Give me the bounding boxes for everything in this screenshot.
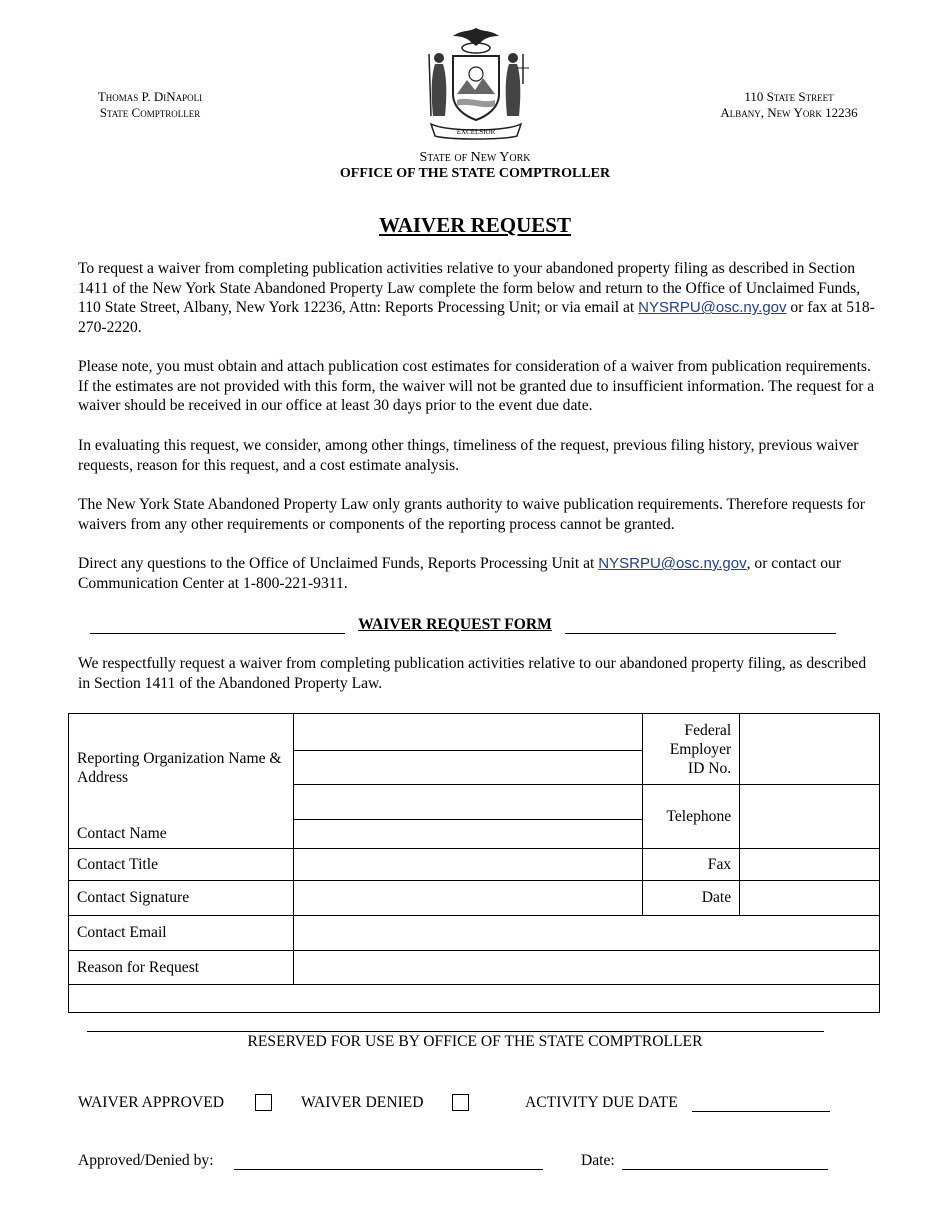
org-address-field-1[interactable]	[293, 751, 642, 785]
fein-label: Federal Employer ID No.	[643, 714, 740, 785]
fein-field[interactable]	[740, 714, 880, 785]
waiver-denied-label: WAIVER DENIED	[301, 1094, 424, 1111]
contact-text: Direct any questions to the Office of Unclaimed Funds, Reports Processing Unit at	[78, 555, 599, 572]
form-intro: We respectfully request a waiver from completing publication activities relative to our abandoned property filing, as described in Section 1411 of the Abandoned Property Law.	[78, 655, 867, 692]
waiver-approved-checkbox[interactable]	[255, 1094, 272, 1111]
telephone-label: Telephone	[643, 785, 740, 849]
fax-text: or fax at 518-270-2220.	[78, 299, 875, 336]
email-link[interactable]: NYSRPU@osc.ny.gov	[638, 299, 787, 317]
date-field[interactable]	[740, 881, 880, 916]
contact-name-label: Contact Name	[69, 820, 294, 849]
reason-label: Reason for Request	[69, 951, 294, 985]
comptroller-name: Thomas P. DiNapoli	[97, 89, 203, 104]
signature-field[interactable]	[293, 881, 642, 916]
office-address-block	[700, 89, 878, 121]
signature-label: Contact Signature	[69, 881, 294, 916]
reason-field-continued[interactable]	[69, 985, 880, 1013]
fax-label: Fax	[643, 849, 740, 881]
contact-paragraph	[78, 554, 878, 593]
contact-email-link[interactable]: NYSRPU@osc.ny.gov	[598, 555, 747, 572]
org-address-field-2[interactable]	[293, 785, 642, 820]
contact-email-field[interactable]	[293, 916, 879, 951]
fax-field[interactable]	[740, 849, 880, 881]
telephone-field[interactable]	[740, 785, 880, 849]
reason-field[interactable]	[293, 951, 879, 985]
waiver-approved-label: WAIVER APPROVED	[78, 1094, 224, 1111]
activity-due-date-label: ACTIVITY DUE DATE	[525, 1094, 678, 1111]
evaluation-paragraph: In evaluating this request, we consider, among other things, timeliness of the request, previous filing history, previous waiver requests, reason for this request, and a cost estimate analysis.	[78, 437, 859, 474]
office-name: OFFICE OF THE STATE COMPTROLLER	[339, 166, 611, 181]
instructions-paragraph	[78, 259, 878, 337]
approved-by-label: Approved/Denied by:	[78, 1152, 214, 1169]
org-label: Reporting Organization Name & Address	[69, 714, 294, 820]
comptroller-title: State Comptroller	[99, 105, 201, 120]
seal-icon	[417, 24, 535, 140]
contact-email-label: Contact Email	[69, 916, 294, 951]
state-name: State of New York	[419, 150, 531, 165]
approved-by-field[interactable]	[234, 1168, 543, 1170]
form-heading: WAIVER REQUEST FORM	[345, 615, 565, 634]
reserved-date-label: Date:	[581, 1152, 615, 1169]
waiver-form-table	[68, 713, 880, 1013]
contact-phone-text: , or contact our Communication Center at 1-800-221-9311.	[78, 555, 842, 592]
comptroller-name-block	[80, 89, 220, 121]
activity-due-date-field[interactable]	[692, 1110, 830, 1112]
office-street: 110 State Street	[744, 89, 834, 104]
instructions-text: To request a waiver from completing publication activities relative to your abandoned property filing as described in Section 1411 of the New York State Abandoned Property Law complete the form below and return to the Office of Unclaimed Funds, 110 State Street, Albany, New York 12236, Attn: Reports Processing Unit; or via email at	[78, 260, 861, 317]
org-name-field[interactable]	[293, 714, 642, 751]
waiver-denied-checkbox[interactable]	[452, 1094, 469, 1111]
seal-motto: EXCELSIOR	[456, 128, 496, 136]
page-title: WAIVER REQUEST	[379, 213, 571, 237]
contact-title-label: Contact Title	[69, 849, 294, 881]
state-seal-logo	[417, 24, 535, 140]
office-city: Albany, New York 12236	[720, 105, 858, 120]
contact-title-field[interactable]	[293, 849, 642, 881]
contact-name-field[interactable]	[293, 820, 642, 849]
reserved-date-field[interactable]	[622, 1168, 828, 1170]
law-paragraph: The New York State Abandoned Property Law only grants authority to waive publication requirements. Therefore requests for waivers from any other requirements or components of the reporting process cannot be granted.	[78, 496, 865, 533]
reserved-heading: RESERVED FOR USE BY OFFICE OF THE STATE COMPTROLLER	[247, 1033, 703, 1050]
reserved-rule	[87, 1031, 824, 1032]
date-label: Date	[643, 881, 740, 916]
note-paragraph: Please note, you must obtain and attach publication cost estimates for consideration of a waiver from publication requirements. If the estimates are not provided with this form, the waiver will not be granted due to insufficient information. The request for a waiver should be received in our office at least 30 days prior to the event due date.	[78, 358, 875, 415]
